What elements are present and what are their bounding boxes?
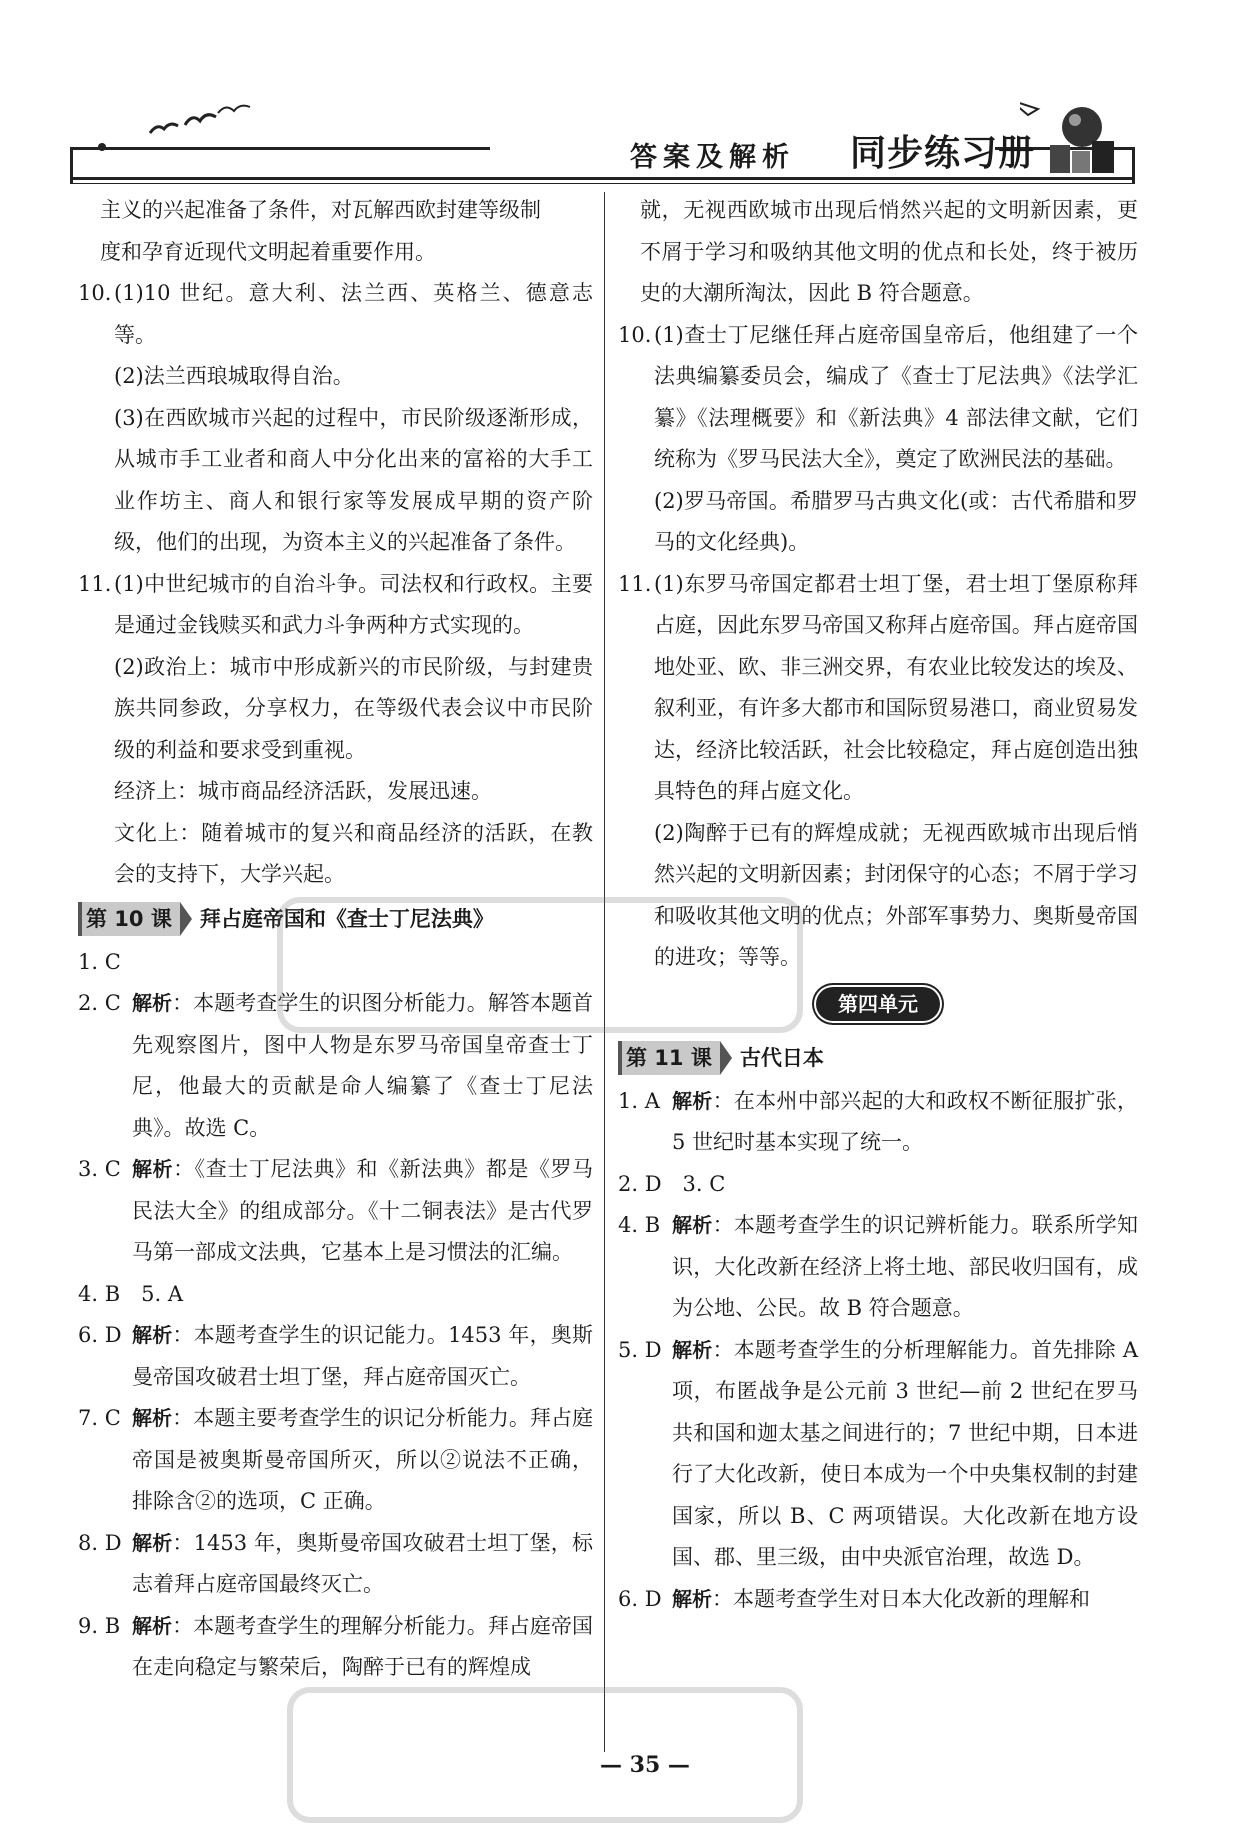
header-rule-thin bbox=[70, 183, 1135, 184]
answer-number: 5. D bbox=[618, 1337, 662, 1362]
unit-title: 第四单元 bbox=[816, 987, 940, 1021]
analysis-label: 解析 bbox=[132, 1613, 173, 1638]
answer-5 bbox=[618, 1330, 1138, 1579]
answer-number: 6. D bbox=[78, 1323, 122, 1347]
question-11 bbox=[618, 564, 1138, 813]
answer-number: 4. B bbox=[618, 1213, 661, 1237]
question-11 bbox=[78, 564, 593, 647]
answers-label: 答案及解析 bbox=[630, 142, 795, 173]
answer-1 bbox=[618, 1081, 1138, 1164]
continued-text bbox=[78, 190, 593, 273]
birds-icon bbox=[130, 95, 260, 145]
watermark-bottom bbox=[280, 1680, 820, 1834]
header-left-rule bbox=[70, 147, 490, 150]
answer-number: 9. B bbox=[78, 1613, 121, 1638]
answer-part-2: (2)政治上：城市中形成新兴的市民阶级，与封建贵族共同参政，分享权力，在等级代表会议中市民阶级的利益和要求受到重视。 bbox=[114, 654, 593, 762]
header-dot-left bbox=[98, 143, 106, 151]
answer-4-5 bbox=[78, 1274, 593, 1316]
continued-text: 就，无视西欧城市出现后悄然兴起的文明新因素，更不屑于学习和吸纳其他文明的优点和长处，终于被历史的大潮所淘汰，因此 B 符合题意。 bbox=[640, 198, 1138, 305]
analysis-label: 解析 bbox=[672, 1088, 713, 1113]
analysis-text: ：本题考查学生的识记能力。1453 年，奥斯曼帝国攻破君士坦丁堡，拜占庭帝国灭亡。 bbox=[132, 1323, 594, 1389]
lesson-tag: 第 10 课 bbox=[78, 902, 180, 936]
answer-6 bbox=[618, 1579, 1138, 1621]
question-number: 11. bbox=[618, 571, 652, 596]
question-number: 10. bbox=[618, 322, 652, 347]
answer-part-1: (1)10 世纪。意大利、法兰西、英格兰、德意志等。 bbox=[114, 281, 593, 347]
watermark-mark bbox=[270, 880, 830, 1086]
answer-number: 8. D bbox=[78, 1530, 122, 1555]
text-line: 度和孕育近现代文明起着重要作用。 bbox=[100, 239, 436, 264]
page-header bbox=[70, 95, 1135, 190]
watermark-icon bbox=[280, 1680, 820, 1830]
analysis-text: ：本题考查学生的分析理解能力。首先排除 A 项，布匿战争是公元前 3 世纪—前 2 世纪在罗马共和国和迦太基之间进行的；7 世纪中期，日本进行了大化改新，使日本成为一个中央集权制的封建国家，所以 B、C 两项错误。大化改新在地方设国、郡、里三级，由中央派官治理，故选 D。 bbox=[672, 1337, 1138, 1569]
answer-7 bbox=[78, 1398, 593, 1523]
answer-part-2: (2)陶醉于已有的辉煌成就；无视西欧城市出现后悄然兴起的文明新因素；封闭保守的心态；不屑于学习和吸收其他文明的优点；外部军事势力、奥斯曼帝国的进攻；等等。 bbox=[654, 820, 1138, 969]
question-10 bbox=[618, 315, 1138, 481]
text-line: 主义的兴起准备了条件，对瓦解西欧封建等级制 bbox=[100, 198, 541, 222]
question-10 bbox=[78, 273, 593, 356]
answer-part-1: (1)中世纪城市的自治斗争。司法权和行政权。主要是通过金钱赎买和武力斗争两种方式实现的。 bbox=[114, 571, 593, 637]
arrow-icon bbox=[180, 902, 192, 936]
question-number: 11. bbox=[78, 571, 112, 596]
book-title: 同步练习册 bbox=[850, 132, 1036, 174]
analysis-text: ：本题考查学生对日本大化改新的理解和 bbox=[712, 1586, 1090, 1611]
answer-3 bbox=[78, 1149, 593, 1274]
answer-economy: 经济上：城市商品经济活跃，发展迅速。 bbox=[114, 779, 492, 803]
answer-number: 6. D bbox=[618, 1586, 662, 1611]
answer-text: 4. B 5. A bbox=[78, 1281, 184, 1306]
analysis-text: ：本题考查学生的识图分析能力。解答本题首先观察图片，图中人物是东罗马帝国皇帝查士丁尼，他最大的贡献是命人编纂了《查士丁尼法典》。故选 C。 bbox=[132, 991, 594, 1140]
answer-6 bbox=[78, 1315, 593, 1398]
header-rule bbox=[70, 177, 1135, 180]
answer-number: 1. A bbox=[618, 1088, 660, 1113]
analysis-label: 解析 bbox=[132, 1530, 173, 1555]
globe-icon bbox=[1020, 95, 1130, 175]
answer-number: 2. C bbox=[78, 991, 121, 1015]
lesson-tag: 第 11 课 bbox=[618, 1041, 720, 1075]
analysis-label: 解析 bbox=[132, 1157, 174, 1181]
answer-text: 1. C bbox=[78, 949, 121, 974]
watermark-icon bbox=[270, 880, 830, 1050]
lesson-title: 拜占庭帝国和《查士丁尼法典》 bbox=[199, 906, 494, 931]
answer-4 bbox=[618, 1205, 1138, 1330]
question-number: 10. bbox=[78, 281, 112, 305]
answer-part-1: (1)查士丁尼继任拜占庭帝国皇帝后，他组建了一个法典编纂委员会，编成了《查士丁尼法典》《法学汇纂》《法理概要》和《新法典》4 部法律文献，它们统称为《罗马民法大全》，奠定了欧洲民法的基础。 bbox=[654, 322, 1138, 471]
answer-8 bbox=[78, 1523, 593, 1606]
answer-number: 3. C bbox=[78, 1157, 121, 1181]
analysis-label: 解析 bbox=[132, 1323, 173, 1347]
analysis-text: ：在本州中部兴起的大和政权不断征服扩张，5 世纪时基本实现了统一。 bbox=[672, 1088, 1139, 1154]
analysis-text: ：《查士丁尼法典》和《新法典》都是《罗马民法大全》的组成部分。《十二铜表法》是古代罗马第一部成文法典，它基本上是习惯法的汇编。 bbox=[132, 1157, 594, 1264]
answer-part-2: (2)法兰西琅城取得自治。 bbox=[114, 364, 354, 388]
answer-2-3 bbox=[618, 1164, 1138, 1206]
answer-culture: 文化上：随着城市的复兴和商品经济的活跃，在教会的支持下，大学兴起。 bbox=[114, 820, 593, 886]
answer-part-1: (1)东罗马帝国定都君士坦丁堡，君士坦丁堡原称拜占庭，因此东罗马帝国又称拜占庭帝国。拜占庭帝国地处亚、欧、非三洲交界，有农业比较发达的埃及、叙利亚，有许多大都市和国际贸易港口，商业贸易发达，经济比较活跃，社会比较稳定，拜占庭创造出独具特色的拜占庭文化。 bbox=[654, 571, 1138, 803]
analysis-text: ：本题考查学生的理解分析能力。拜占庭帝国在走向稳定与繁荣后，陶醉于已有的辉煌成 bbox=[132, 1613, 594, 1679]
analysis-label: 解析 bbox=[672, 1337, 713, 1362]
answer-number: 7. C bbox=[78, 1406, 121, 1430]
analysis-label: 解析 bbox=[132, 991, 173, 1015]
analysis-label: 解析 bbox=[672, 1213, 713, 1237]
analysis-text: ：1453 年，奥斯曼帝国攻破君士坦丁堡，标志着拜占庭帝国最终灭亡。 bbox=[132, 1530, 594, 1596]
analysis-label: 解析 bbox=[132, 1406, 173, 1430]
page-number: — 35 — bbox=[600, 1752, 690, 1778]
analysis-text: ：本题主要考查学生的识记分析能力。拜占庭帝国是被奥斯曼帝国所灭，所以②说法不正确，排除含②的选项，C 正确。 bbox=[132, 1406, 594, 1513]
answer-9 bbox=[78, 1606, 593, 1689]
analysis-text: ：本题考查学生的识记辨析能力。联系所学知识，大化改新在经济上将土地、部民收归国有，成为公地、公民。故 B 符合题意。 bbox=[672, 1213, 1139, 1320]
analysis-label: 解析 bbox=[672, 1586, 712, 1611]
answer-text: 2. D 3. C bbox=[618, 1171, 726, 1196]
answer-part-3: (3)在西欧城市兴起的过程中，市民阶级逐渐形成，从城市手工业者和商人中分化出来的富裕的大手工业作坊主、商人和银行家等发展成早期的资产阶级，他们的出现，为资本主义的兴起准备了条件。 bbox=[114, 405, 593, 554]
lesson-title: 古代日本 bbox=[739, 1045, 824, 1070]
answer-part-2: (2)罗马帝国。希腊罗马古典文化(或：古代希腊和罗马的文化经典)。 bbox=[654, 488, 1138, 554]
